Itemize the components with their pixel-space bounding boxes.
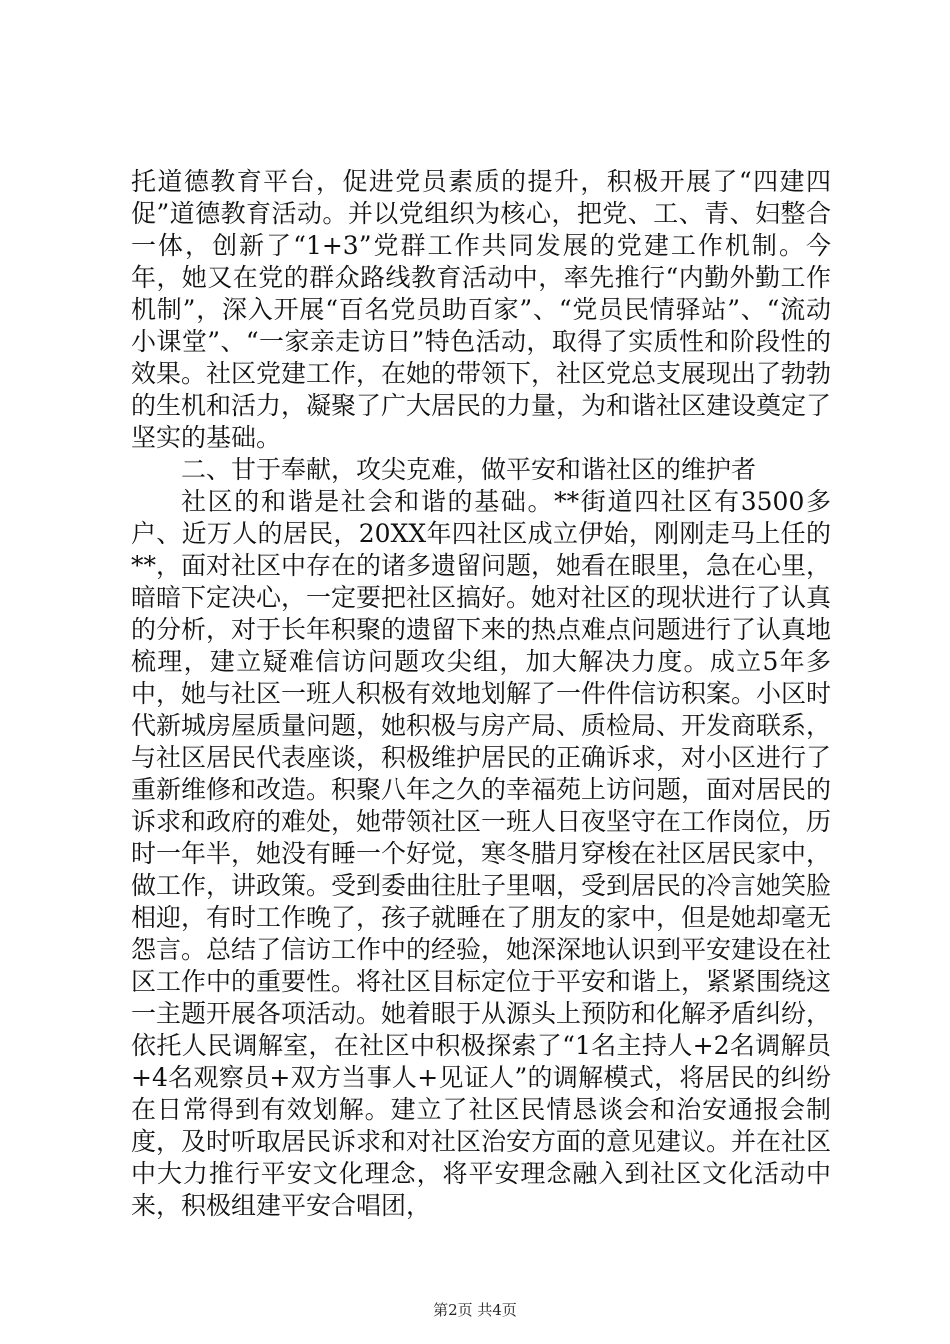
section-heading: 二、甘于奉献，攻尖克难，做平安和谐社区的维护者 [181,455,757,484]
body-paragraph-2: 社区的和谐是社会和谐的基础。**街道四社区有3500多户、近万人的居民，20XX年四社区成立伊始，刚刚走马上任的**，面对社区中存在的诸多遗留问题，她看在眼里，急在心里，暗暗下定决心，一定要把社区搞好。她对社区的现状进行了认真的分析，对于长年积聚的遗留下来的热点难点问题进行了认真地梳理，建立疑难信访问题攻尖组，加大解决力度。成立5年多中，她与社区一班人积极有效地划解了一件件信访积案。小区时代新城房屋质量问题，她积极与房产局、质检局、开发商联系，与社区居民代表座谈，积极维护居民的正确诉求，对小区进行了重新维修和改造。积聚八年之久的幸福苑上访问题，面对居民的诉求和政府的难处，她带领社区一班人日夜坚守在工作岗位，历时一年半，她没有睡一个好觉，寒冬腊月穿梭在社区居民家中，做工作，讲政策。受到委曲往肚子里咽，受到居民的冷言她笑脸相迎，有时工作晚了，孩子就睡在了朋友的家中，但是她却毫无怨言。总结了信访工作中的经验，她深深地认识到平安建设在社区工作中的重要性。将社区目标定位于平安和谐上，紧紧围绕这一主题开展各项活动。她着眼于从源头上预防和化解矛盾纠纷，依托人民调解室，在社区中积极探索了“1名主持人+2名调解员+4名观察员+双方当事人+见证人”的调解模式，将居民的纠纷在日常得到有效划解。建立了社区民情恳谈会和治安通报会制度，及时听取居民诉求和对社区治安方面的意见建议。并在社区中大力推行平安文化理念，将平安理念融入到社区文化活动中来，积极组建平安合唱团， [131,487,832,1220]
page-number-footer: 第2页 共4页 [433,1301,517,1319]
body-paragraph-1: 托道德教育平台，促进党员素质的提升，积极开展了“四建四促”道德教育活动。并以党组织为核心，把党、工、青、妇整合一体，创新了“1+3”党群工作共同发展的党建工作机制。今年，她又在党的群众路线教育活动中，率先推行“内勤外勤工作机制”，深入开展“百名党员助百家”、“党员民情驿站”、“流动小课堂”、“一家亲走访日”特色活动，取得了实质性和阶段性的效果。社区党建工作，在她的带领下，社区党总支展现出了勃勃的生机和活力，凝聚了广大居民的力量，为和谐社区建设奠定了坚实的基础。 [131,167,832,452]
document-body [131,166,831,1222]
